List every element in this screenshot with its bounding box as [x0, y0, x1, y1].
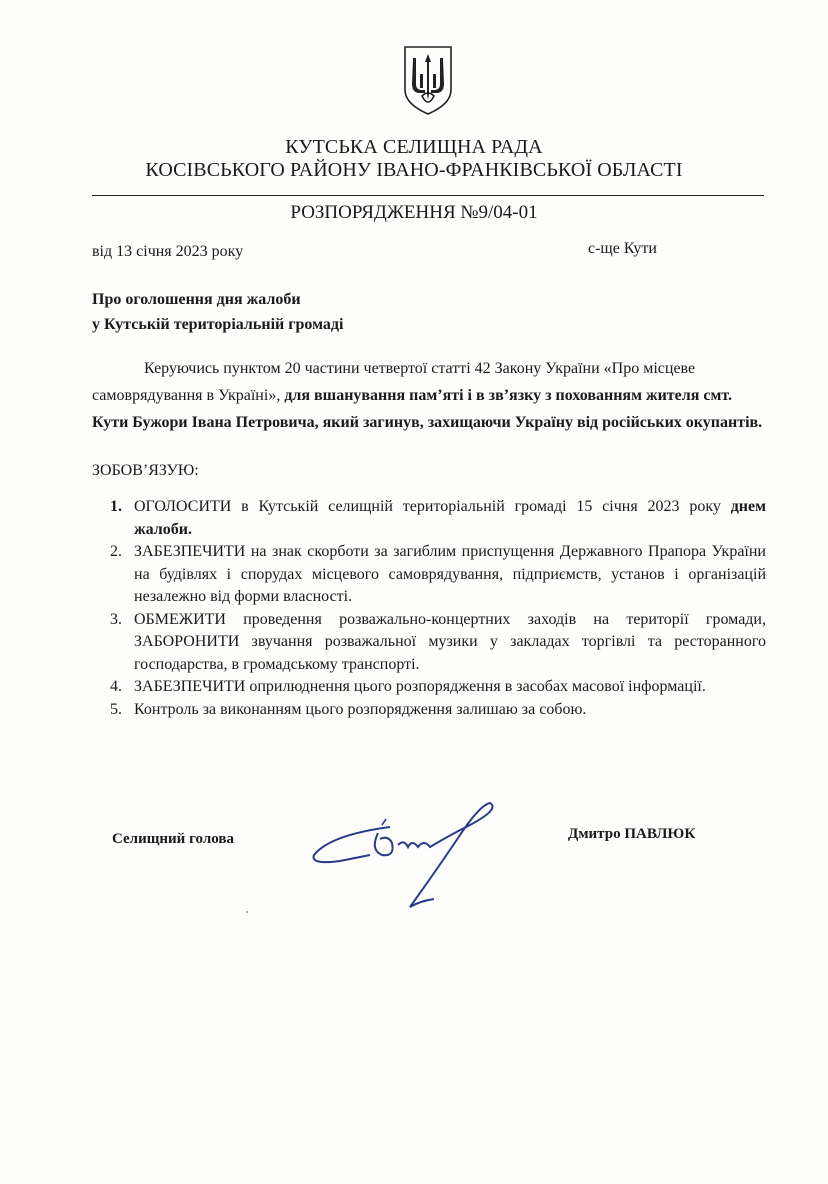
- subject-line1: Про оголошення дня жалоби: [92, 291, 301, 308]
- order-item: [110, 609, 766, 677]
- order-item: [110, 676, 766, 699]
- signatory-role: Селищний голова: [112, 831, 234, 847]
- handwritten-signature-icon: [300, 795, 580, 920]
- order-number: 2.: [110, 543, 122, 560]
- order-text: ОГОЛОСИТИ в Кутській селищній територіальній громаді 15 січня 2023 року: [134, 498, 731, 515]
- preamble-text: Керуючись пунктом 20 частини четвертої статті 42 Закону України «Про місцеве самоврядування в Україні»,: [92, 360, 696, 404]
- order-item: [110, 496, 766, 541]
- order-bold-text: днем жалоби.: [134, 498, 766, 538]
- ukraine-trident-emblem-icon: [402, 44, 454, 116]
- signatory-name: Дмитро ПАВЛЮК: [568, 826, 696, 842]
- document-date: від 13 січня 2023 року: [92, 243, 244, 260]
- order-number: 1.: [110, 498, 122, 515]
- preamble-paragraph: [92, 355, 766, 436]
- document-title: РОЗПОРЯДЖЕННЯ №9/04-01: [290, 202, 538, 223]
- order-number: 5.: [110, 700, 122, 718]
- order-text: ЗАБЕЗПЕЧИТИ на знак скорботи за загиблим приспущення Державного Прапора України на будівлях і спорудах місцевого самоврядування, підприємств, установ і організацій незалежно від форми власності.: [134, 543, 766, 605]
- document-subject: [92, 287, 343, 337]
- oblige-heading: ЗОБОВ’ЯЗУЮ:: [92, 462, 199, 479]
- scan-speck: [246, 911, 248, 913]
- order-text: ОБМЕЖИТИ проведення розважально-концертних заходів на території громади, ЗАБОРОНИТИ звучання розважальної музики у закладах торгівлі та ресторанного господарства, в громадському транспорті.: [134, 610, 766, 673]
- order-number: 3.: [110, 610, 122, 628]
- order-number: 4.: [110, 678, 122, 695]
- order-item: [110, 541, 766, 609]
- org-name-line2: КОСІВСЬКОГО РАЙОНУ ІВАНО-ФРАНКІВСЬКОЇ ОБЛАСТІ: [145, 159, 683, 181]
- document-place: с-ще Кути: [588, 240, 657, 257]
- header-divider: [92, 195, 764, 196]
- preamble-bold-text: для вшанування пам’яті і в зв’язку з похованням жителя смт. Кути Бужори Івана Петровича, який загинув, захищаючи Україну від російських окупантів.: [92, 387, 763, 431]
- order-text: Контроль за виконанням цього розпорядження залишаю за собою.: [134, 700, 587, 718]
- subject-line2: у Кутській територіальній громаді: [92, 316, 344, 333]
- org-name-line1: КУТСЬКА СЕЛИЩНА РАДА: [285, 136, 543, 158]
- orders-list: [110, 496, 766, 721]
- order-text: ЗАБЕЗПЕЧИТИ оприлюднення цього розпорядження в засобах масової інформації.: [134, 678, 706, 695]
- order-item: [110, 699, 766, 722]
